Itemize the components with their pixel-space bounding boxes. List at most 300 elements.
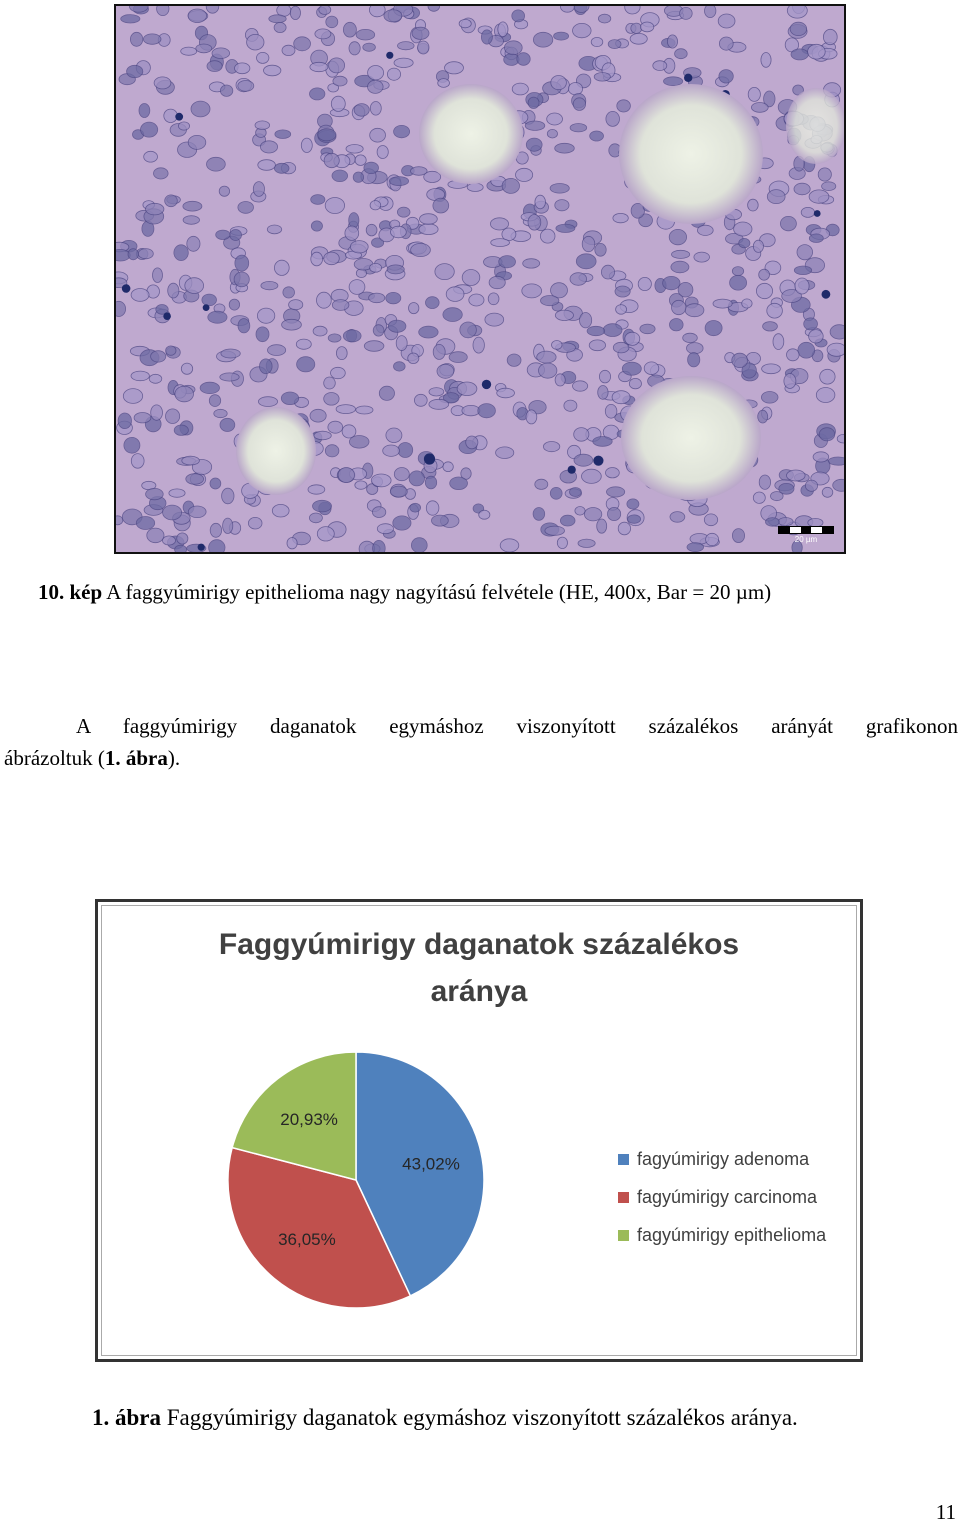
cell-nucleus: [462, 405, 480, 415]
cell-nucleus: [550, 487, 562, 499]
cell-nucleus: [387, 68, 400, 80]
cell-nucleus: [753, 492, 765, 503]
cell-nucleus: [386, 292, 401, 303]
cell-nucleus: [410, 503, 421, 512]
cell-nucleus: [425, 476, 436, 489]
micrograph-tissue: [116, 6, 844, 552]
cell-nucleus: [418, 41, 429, 54]
scale-bar-label: 20 µm: [794, 535, 818, 544]
cell-nucleus: [368, 66, 384, 80]
cell-nucleus: [396, 336, 407, 351]
cell-nucleus: [606, 468, 620, 478]
cell-nucleus: [460, 322, 477, 338]
cell-nucleus: [758, 410, 768, 423]
chart-legend: [618, 1140, 826, 1254]
cell-nucleus: [512, 10, 525, 22]
cell-nucleus: [326, 16, 338, 28]
dark-nucleus: [203, 304, 210, 311]
cell-nucleus: [238, 319, 250, 333]
cell-nucleus: [580, 313, 592, 328]
cell-nucleus: [235, 63, 250, 74]
cell-nucleus: [146, 488, 164, 499]
dark-nucleus: [814, 210, 821, 217]
cell-nucleus: [157, 6, 169, 16]
cell-nucleus: [761, 53, 771, 68]
cell-nucleus: [310, 88, 325, 100]
cell-nucleus: [294, 37, 311, 51]
cell-nucleus: [258, 397, 277, 407]
cell-nucleus: [164, 109, 178, 122]
cell-nucleus: [187, 236, 200, 251]
cell-nucleus: [670, 319, 684, 331]
cell-nucleus: [573, 381, 588, 391]
dark-nucleus: [593, 456, 603, 466]
cell-nucleus: [328, 334, 341, 342]
cell-nucleus: [342, 425, 356, 438]
cell-nucleus: [127, 65, 143, 77]
chart-title-line-1: Faggyúmirigy daganatok százalékos: [218, 928, 740, 961]
cell-nucleus: [183, 201, 202, 211]
cell-nucleus: [488, 293, 499, 305]
cell-nucleus: [414, 394, 427, 406]
cell-nucleus: [282, 45, 295, 55]
cell-nucleus: [393, 516, 411, 530]
cell-nucleus: [539, 363, 557, 378]
cell-nucleus: [372, 507, 385, 518]
cell-nucleus: [597, 519, 607, 533]
cell-nucleus: [644, 362, 659, 375]
cell-nucleus: [143, 34, 161, 44]
cell-nucleus: [822, 487, 833, 497]
cell-nucleus: [370, 128, 386, 142]
cell-nucleus: [429, 388, 444, 396]
cell-nucleus: [308, 485, 325, 494]
cell-nucleus: [219, 186, 229, 196]
cell-nucleus: [141, 122, 158, 137]
cell-nucleus: [412, 27, 429, 39]
cell-nucleus: [545, 526, 565, 535]
figure-reference: 1. ábra: [104, 746, 168, 770]
cell-nucleus: [593, 437, 612, 447]
dark-nucleus: [163, 312, 171, 320]
cell-nucleus: [269, 15, 286, 23]
cell-nucleus: [507, 354, 521, 366]
cell-nucleus: [419, 224, 438, 235]
cell-nucleus: [584, 508, 601, 521]
cell-nucleus: [268, 345, 286, 356]
cell-nucleus: [134, 413, 151, 423]
cell-nucleus: [317, 527, 334, 541]
cell-nucleus: [683, 333, 698, 342]
cell-nucleus: [613, 342, 629, 353]
cell-nucleus: [165, 195, 178, 207]
cell-nucleus: [364, 162, 379, 173]
cell-nucleus: [543, 442, 559, 452]
cell-nucleus: [349, 42, 360, 55]
page-number: 11: [935, 1500, 956, 1524]
cell-nucleus: [331, 367, 346, 378]
cell-nucleus: [485, 313, 504, 326]
cell-nucleus: [207, 157, 226, 171]
cell-nucleus: [491, 239, 510, 247]
micrograph-image: [114, 4, 846, 554]
cell-nucleus: [607, 487, 625, 497]
dark-nucleus: [822, 290, 831, 299]
cell-nucleus: [813, 452, 829, 462]
cell-nucleus: [181, 47, 197, 55]
cell-nucleus: [462, 270, 480, 286]
cell-nucleus: [216, 230, 230, 239]
cell-nucleus: [759, 475, 770, 489]
cell-nucleus: [354, 104, 369, 117]
cell-nucleus: [238, 81, 254, 92]
cell-nucleus: [497, 388, 515, 398]
cell-nucleus: [185, 278, 204, 294]
legend-item-adenoma: [618, 1140, 826, 1178]
cell-nucleus: [369, 6, 385, 17]
cell-nucleus: [622, 362, 641, 375]
cell-nucleus: [264, 65, 281, 76]
cell-nucleus: [366, 224, 377, 236]
sebaceous-cell-cluster: [619, 84, 763, 224]
cell-nucleus: [256, 327, 269, 342]
cell-nucleus: [555, 310, 573, 320]
cell-nucleus: [753, 240, 763, 252]
cell-nucleus: [336, 405, 355, 414]
cell-nucleus: [732, 529, 744, 543]
cell-nucleus: [664, 77, 683, 86]
cell-nucleus: [640, 324, 655, 334]
cell-nucleus: [238, 202, 254, 214]
cell-nucleus: [808, 44, 826, 59]
cell-nucleus: [433, 344, 445, 359]
cell-nucleus: [355, 481, 367, 489]
cell-nucleus: [523, 259, 540, 268]
cell-nucleus: [598, 14, 610, 23]
cell-nucleus: [166, 409, 180, 424]
cell-nucleus: [823, 29, 837, 44]
cell-nucleus: [394, 468, 409, 481]
cell-nucleus: [313, 326, 327, 336]
cell-nucleus: [377, 524, 393, 534]
cell-nucleus: [290, 6, 300, 19]
cell-nucleus: [364, 341, 384, 352]
cell-nucleus: [761, 392, 778, 404]
cell-nucleus: [819, 428, 835, 441]
cell-nucleus: [314, 431, 331, 440]
cell-nucleus: [479, 510, 490, 519]
cell-nucleus: [220, 85, 232, 96]
cell-nucleus: [175, 545, 187, 552]
cell-nucleus: [353, 172, 363, 182]
cell-nucleus: [568, 83, 582, 95]
cell-nucleus: [688, 353, 700, 367]
cell-nucleus: [325, 445, 339, 457]
cell-nucleus: [705, 6, 716, 18]
cell-nucleus: [537, 351, 556, 363]
cell-nucleus: [555, 374, 565, 386]
cell-nucleus: [541, 296, 559, 306]
cell-nucleus: [570, 273, 587, 286]
cell-nucleus: [325, 198, 344, 214]
legend-item-carcinoma: [618, 1178, 826, 1216]
cell-nucleus: [202, 294, 217, 306]
cell-nucleus: [591, 37, 603, 46]
cell-nucleus: [598, 386, 608, 400]
cell-nucleus: [343, 330, 361, 342]
cell-nucleus: [550, 184, 569, 194]
cell-nucleus: [595, 243, 606, 256]
cell-nucleus: [504, 41, 522, 55]
cell-nucleus: [685, 304, 704, 317]
cell-nucleus: [767, 303, 783, 318]
cell-nucleus: [576, 254, 596, 269]
cell-nucleus: [742, 299, 752, 308]
pie-chart: [208, 1050, 508, 1330]
cell-nucleus: [601, 265, 614, 279]
cell-nucleus: [830, 325, 844, 339]
cell-nucleus: [822, 182, 836, 191]
cell-nucleus: [313, 500, 332, 512]
cell-nucleus: [587, 326, 605, 335]
cell-nucleus: [139, 104, 150, 118]
cell-nucleus: [630, 33, 647, 44]
cell-nucleus: [589, 340, 605, 351]
cell-nucleus: [138, 249, 153, 259]
cell-nucleus: [229, 299, 239, 310]
cell-nucleus: [208, 311, 227, 323]
cell-nucleus: [669, 229, 686, 244]
cell-nucleus: [555, 143, 575, 153]
cell-nucleus: [333, 76, 347, 86]
cell-nucleus: [209, 540, 225, 552]
cell-nucleus: [618, 522, 630, 535]
dark-nucleus: [684, 74, 692, 82]
cell-nucleus: [349, 213, 359, 228]
cell-nucleus: [816, 388, 835, 403]
cell-nucleus: [178, 122, 189, 130]
cell-nucleus: [516, 168, 533, 181]
cell-nucleus: [706, 533, 719, 545]
cell-nucleus: [411, 538, 427, 552]
legend-swatch: [618, 1154, 629, 1165]
cell-nucleus: [801, 207, 814, 217]
cell-nucleus: [209, 395, 220, 407]
cell-nucleus: [149, 374, 162, 383]
dark-nucleus: [568, 466, 576, 474]
cell-nucleus: [386, 428, 402, 443]
cell-nucleus: [694, 252, 710, 262]
cell-nucleus: [370, 201, 381, 210]
cell-nucleus: [697, 225, 713, 235]
cell-nucleus: [790, 22, 807, 35]
dark-nucleus: [386, 52, 393, 59]
cell-nucleus: [409, 303, 419, 314]
cell-nucleus: [124, 437, 140, 453]
legend-label: fagyúmirigy epithelioma: [637, 1224, 827, 1245]
cell-nucleus: [734, 222, 752, 236]
cell-nucleus: [324, 393, 339, 406]
cell-nucleus: [525, 121, 545, 130]
cell-nucleus: [638, 277, 651, 290]
cell-nucleus: [188, 506, 206, 518]
cell-nucleus: [672, 300, 686, 314]
photo-caption-text: A faggyúmirigy epithelioma nagy nagyítású felvétele (HE, 400x, Bar = 20 µm): [102, 580, 772, 604]
cell-nucleus: [258, 160, 276, 171]
cell-nucleus: [343, 22, 356, 37]
cell-nucleus: [616, 305, 627, 315]
cell-nucleus: [517, 53, 530, 66]
cell-nucleus: [555, 200, 569, 211]
cell-nucleus: [338, 468, 354, 483]
cell-nucleus: [631, 23, 642, 33]
cell-nucleus: [146, 203, 164, 215]
cell-nucleus: [552, 341, 563, 350]
cell-nucleus: [667, 35, 677, 48]
cell-nucleus: [174, 245, 188, 261]
cell-nucleus: [346, 145, 363, 154]
cell-nucleus: [210, 478, 221, 489]
cell-nucleus: [570, 124, 587, 132]
cell-nucleus: [144, 151, 158, 162]
cell-nucleus: [151, 351, 166, 362]
cell-nucleus: [787, 6, 807, 18]
cell-nucleus: [443, 308, 462, 322]
cell-nucleus: [275, 130, 291, 139]
cell-nucleus: [748, 87, 760, 101]
cell-nucleus: [389, 177, 408, 186]
dark-nucleus: [175, 113, 183, 121]
cell-nucleus: [121, 15, 140, 23]
cell-nucleus: [131, 454, 144, 469]
cell-nucleus: [608, 40, 621, 49]
cell-nucleus: [798, 342, 815, 358]
cell-nucleus: [318, 129, 336, 141]
photo-caption-label: 10. kép: [38, 580, 103, 604]
legend-swatch: [618, 1230, 629, 1241]
cell-nucleus: [398, 443, 413, 458]
cell-nucleus: [522, 284, 542, 298]
cell-nucleus: [763, 322, 778, 331]
cell-nucleus: [570, 488, 582, 497]
cell-nucleus: [419, 326, 438, 338]
cell-nucleus: [411, 243, 431, 256]
cell-nucleus: [296, 339, 311, 349]
cell-nucleus: [787, 470, 806, 481]
cell-nucleus: [287, 538, 297, 549]
cell-nucleus: [672, 250, 690, 258]
cell-nucleus: [670, 512, 685, 523]
cell-nucleus: [235, 255, 249, 271]
pie-data-label: 36,05%: [278, 1230, 336, 1249]
cell-nucleus: [175, 386, 194, 402]
cell-nucleus: [675, 49, 688, 59]
cell-nucleus: [153, 268, 163, 283]
cell-nucleus: [328, 421, 343, 433]
cell-nucleus: [762, 364, 781, 374]
sebaceous-cell-cluster: [236, 407, 316, 495]
cell-nucleus: [116, 301, 126, 316]
cell-nucleus: [526, 138, 542, 151]
cell-nucleus: [309, 513, 322, 523]
cell-nucleus: [188, 9, 207, 23]
cell-nucleus: [260, 359, 273, 374]
cell-nucleus: [443, 462, 453, 472]
cell-nucleus: [498, 22, 508, 37]
cell-nucleus: [373, 540, 386, 552]
cell-nucleus: [528, 97, 539, 108]
cell-nucleus: [310, 62, 328, 71]
cell-nucleus: [207, 61, 222, 72]
cell-nucleus: [554, 32, 569, 40]
cell-nucleus: [627, 499, 639, 509]
cell-nucleus: [663, 276, 680, 289]
cell-nucleus: [653, 61, 667, 71]
cell-nucleus: [671, 261, 689, 273]
cell-nucleus: [169, 489, 185, 497]
cell-nucleus: [459, 19, 471, 27]
cell-nucleus: [426, 501, 439, 515]
cell-nucleus: [603, 324, 622, 337]
cell-nucleus: [283, 287, 295, 298]
cell-nucleus: [809, 190, 829, 203]
cell-nucleus: [547, 129, 557, 138]
dark-nucleus: [198, 544, 205, 551]
cell-nucleus: [394, 58, 413, 67]
cell-nucleus: [369, 293, 385, 303]
cell-nucleus: [582, 236, 595, 251]
cell-nucleus: [390, 486, 407, 497]
cell-nucleus: [713, 299, 732, 308]
cell-nucleus: [450, 477, 468, 490]
cell-nucleus: [432, 515, 449, 526]
cell-nucleus: [748, 199, 759, 211]
cell-nucleus: [469, 294, 484, 306]
cell-nucleus: [820, 369, 835, 384]
cell-nucleus: [210, 523, 221, 537]
cell-nucleus: [391, 226, 407, 238]
cell-nucleus: [274, 22, 286, 32]
cell-nucleus: [771, 492, 784, 501]
paragraph-line-2-pre: ábrázoltuk (: [4, 746, 105, 770]
cell-nucleus: [163, 536, 176, 545]
cell-nucleus: [123, 389, 142, 404]
cell-nucleus: [388, 320, 406, 332]
cell-nucleus: [371, 474, 391, 487]
cell-nucleus: [732, 353, 748, 367]
cell-nucleus: [805, 480, 817, 491]
cell-nucleus: [629, 378, 641, 388]
cell-nucleus: [687, 343, 704, 354]
cell-nucleus: [154, 168, 169, 179]
cell-nucleus: [556, 224, 575, 232]
cell-nucleus: [257, 308, 274, 323]
cell-nucleus: [397, 207, 410, 217]
cell-nucleus: [573, 98, 585, 111]
cell-nucleus: [426, 297, 440, 309]
cell-nucleus: [355, 155, 366, 166]
sebaceous-cell-cluster: [621, 376, 761, 500]
cell-nucleus: [221, 349, 240, 358]
cell-nucleus: [181, 363, 192, 374]
cell-nucleus: [230, 230, 242, 241]
cell-nucleus: [420, 214, 438, 225]
cell-nucleus: [473, 337, 484, 353]
cell-nucleus: [578, 539, 595, 547]
cell-nucleus: [168, 283, 179, 298]
cell-nucleus: [255, 121, 270, 130]
cell-nucleus: [116, 516, 123, 525]
